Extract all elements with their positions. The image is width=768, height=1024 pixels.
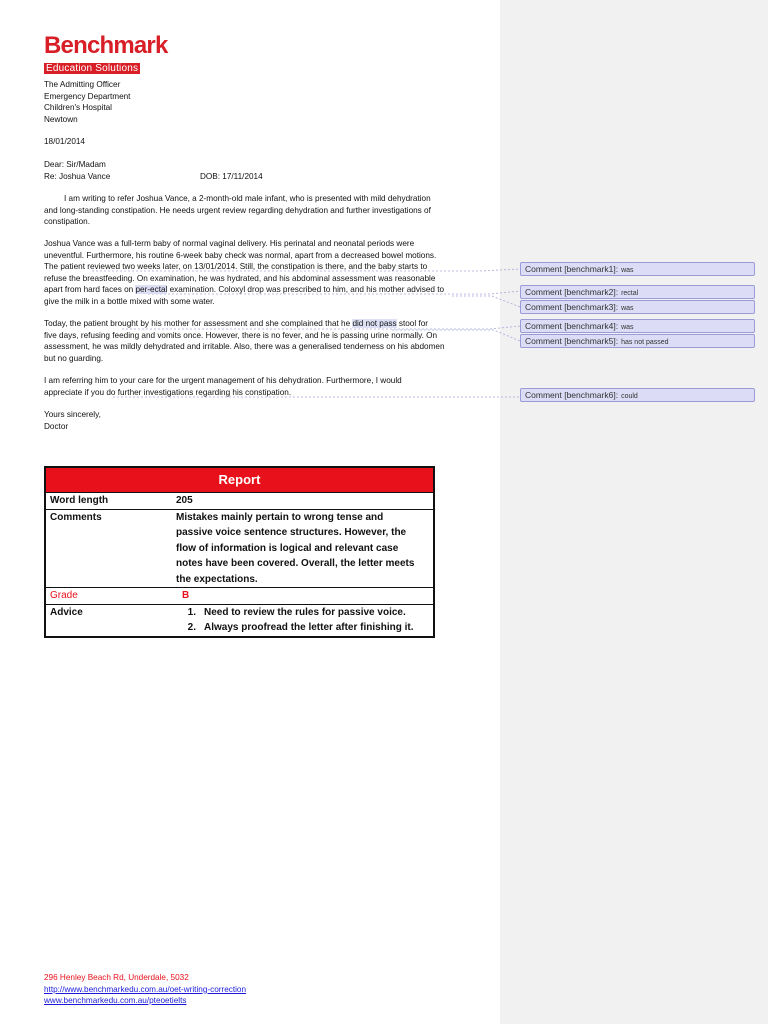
paragraph-line: and long-standing constipation. He needs urgent review regarding dehydration and further investigations of: [44, 205, 431, 215]
comment-text: was: [621, 305, 634, 312]
advice-text: Need to review the rules for passive voice.: [204, 606, 406, 618]
advice-item: [176, 620, 425, 636]
comments-label: Comments: [50, 511, 102, 523]
advice-list: [176, 605, 425, 636]
text-run: examination. Coloxyl drop was prescribed to him, and his mother advised to: [167, 285, 445, 294]
paragraph-line: but no guarding.: [44, 353, 104, 363]
comments-value: [176, 510, 433, 588]
comment-text: has not passed: [621, 339, 669, 346]
comment-label: Comment [benchmark2]:: [525, 287, 619, 297]
paragraph-line: [44, 318, 496, 329]
paragraph-line: I am writing to refer Joshua Vance, a 2-month-old male infant, who is presented with mild dehydration: [64, 194, 431, 203]
comment-label: Comment [benchmark1]:: [525, 264, 619, 274]
comments-line: passive voice sentence structures. However, the: [176, 527, 407, 538]
re-dob: DOB: 17/11/2014: [200, 171, 263, 181]
logo-tagline: Education Solutions: [46, 63, 139, 74]
comment-text: rectal: [621, 290, 639, 297]
highlighted-per-ectal[interactable]: per-ectal: [135, 285, 168, 294]
advice-number: 1.: [187, 606, 196, 618]
comments-line: Mistakes mainly pertain to wrong tense and: [176, 511, 384, 523]
paragraph-line: assessment, he was mildly dehydrated and irritable. Also, there was a generalised tenderness on his abdomen: [44, 342, 445, 351]
paragraph-line: uneventful. Furthermore, his routine 6-week baby check was normal, apart from a decreased bowel motions.: [44, 250, 437, 260]
comment-balloon-1[interactable]: [520, 262, 755, 276]
comments-line: notes have been covered. Overall, the letter meets: [176, 558, 415, 569]
footer-link-pte-oet-ielts[interactable]: www.benchmarkedu.com.au/pteoetielts: [44, 996, 187, 1005]
report-row-advice: [46, 604, 433, 636]
salutation: Dear: Sir/Madam: [44, 160, 106, 169]
report-table: [44, 466, 435, 638]
grade-value: B: [182, 590, 190, 601]
closing-line: Yours sincerely,: [44, 410, 101, 419]
benchmark-logo: [44, 34, 168, 76]
word-length-label: Word length: [50, 495, 109, 506]
paragraph-line: Joshua Vance was a full-term baby of normal vaginal delivery. His perinatal and neonatal periods were: [44, 239, 415, 248]
recipient-line: Emergency Department: [44, 91, 131, 101]
footer-link-oet-correction[interactable]: http://www.benchmarkedu.com.au/oet-writing-correction: [44, 984, 247, 994]
comment-balloon-5[interactable]: [520, 334, 755, 348]
logo-wordmark: Benchmark: [44, 32, 168, 59]
report-row-word-length: [46, 492, 433, 509]
comment-balloon-3[interactable]: [520, 300, 755, 314]
comments-line: the expectations.: [176, 573, 258, 585]
advice-item: [176, 605, 425, 621]
recipient-line: Children's Hospital: [44, 103, 113, 112]
paragraph-line: refuse the breastfeeding. On examination, he was hydrated, and his abdominal assessment was reasonable: [44, 273, 436, 283]
report-title: Report: [46, 468, 433, 492]
comment-text: was: [621, 267, 634, 274]
letter-date: 18/01/2014: [44, 137, 85, 146]
report-row-grade: [46, 587, 433, 604]
advice-text: Always proofread the letter after finishing it.: [204, 622, 414, 633]
comment-text: was: [621, 324, 634, 331]
re-line: [44, 171, 496, 182]
recipient-line: Newtown: [44, 114, 78, 124]
comment-label: Comment [benchmark3]:: [525, 302, 619, 312]
comment-balloon-4[interactable]: [520, 319, 755, 333]
advice-label: Advice: [50, 606, 83, 618]
re-patient: Re: Joshua Vance: [44, 171, 111, 181]
paragraph-line: give the milk in a bottle mixed with some water.: [44, 296, 215, 306]
paragraph-line: constipation.: [44, 217, 90, 226]
comment-label: Comment [benchmark4]:: [525, 321, 619, 331]
footer: [44, 972, 246, 1007]
text-run: Today, the patient brought by his mother for assessment and she complained that he: [44, 319, 353, 328]
paragraph-line: [44, 284, 496, 295]
comment-balloon-2[interactable]: [520, 285, 755, 299]
report-row-comments: [46, 509, 433, 588]
text-run: stool for: [396, 319, 428, 328]
advice-number: 2.: [187, 622, 196, 633]
recipient-line: The Admitting Officer: [44, 80, 121, 89]
comment-text: could: [621, 393, 638, 400]
comment-label: Comment [benchmark5]:: [525, 336, 619, 346]
paragraph-line: five days, refusing feeding and vomits once. However, there is no fever, and he is passing urine normally. On: [44, 330, 438, 340]
paragraph-line: appreciate if you do further investigations regarding his constipation.: [44, 387, 292, 397]
comment-label: Comment [benchmark6]:: [525, 390, 619, 400]
comments-line: flow of information is logical and relevant case: [176, 542, 399, 554]
signature-line: Doctor: [44, 421, 69, 431]
footer-address: 296 Henley Beach Rd, Underdale, 5032: [44, 973, 189, 982]
word-length-value: 205: [176, 495, 193, 506]
highlighted-did-not-pass[interactable]: did not pass: [352, 319, 397, 328]
comment-balloon-6[interactable]: [520, 388, 755, 402]
advice-value: [176, 605, 433, 636]
text-run: apart from hard faces on: [44, 285, 136, 294]
grade-label: Grade: [50, 590, 78, 601]
paragraph-line: The patient reviewed two weeks later, on 13/01/2014. Still, the constipation is there, and the baby starts to: [44, 262, 428, 271]
paragraph-line: I am referring him to your care for the urgent management of his dehydration. Furthermore, I would: [44, 376, 402, 385]
comment-margin-pane: [500, 0, 768, 1024]
